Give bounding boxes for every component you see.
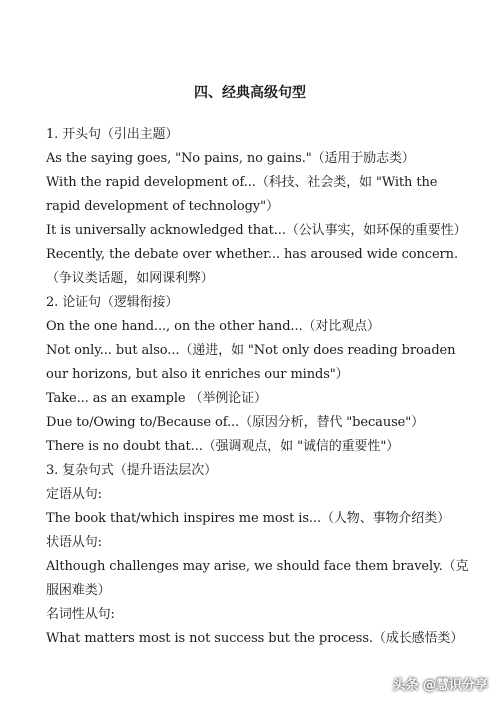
- text-line: On the one hand..., on the other hand...（对比观点）: [46, 319, 380, 334]
- text-line: Not only... but also...（递进，如 "Not only does reading broaden: [46, 343, 456, 358]
- heading-complex-sentences: 3. 复杂句式（提升语法层次）: [46, 463, 218, 478]
- text-line: Although challenges may arise, we should face them bravely.（克: [46, 559, 469, 574]
- watermark: 头条 @慧识分享: [392, 678, 488, 693]
- subheading-noun-clause: 名词性从句:: [46, 607, 115, 622]
- heading-argument-sentences: 2. 论证句（逻辑衔接）: [46, 295, 179, 310]
- text-line: Recently, the debate over whether... has aroused wide concern.: [46, 247, 458, 262]
- text-line: our horizons, but also it enriches our minds"）: [46, 367, 349, 382]
- text-line: （争议类话题，如网课利弊）: [46, 271, 214, 286]
- text-line: 服困难类）: [46, 583, 111, 598]
- text-line: Due to/Owing to/Because of...（原因分析，替代 "because"）: [46, 415, 425, 430]
- text-line: It is universally acknowledged that...（公认事实，如环保的重要性）: [46, 223, 467, 238]
- text-line: Take... as an example （举例论证）: [46, 391, 267, 406]
- text-line: What matters most is not success but the process.（成长感悟类）: [46, 631, 464, 646]
- subheading-adverbial-clause: 状语从句:: [46, 535, 102, 550]
- subheading-attributive-clause: 定语从句:: [46, 487, 102, 502]
- text-line: As the saying goes, "No pains, no gains."（适用于励志类）: [46, 151, 415, 166]
- text-line: The book that/which inspires me most is...（人物、事物介绍类）: [46, 511, 451, 526]
- text-line: With the rapid development of...（科技、社会类，如 "With the: [46, 175, 438, 190]
- section-title: 四、经典高级句型: [194, 85, 306, 101]
- text-line: There is no doubt that...（强调观点，如 "诚信的重要性"）: [46, 439, 400, 454]
- heading-opening-sentences: 1. 开头句（引出主题）: [46, 127, 179, 142]
- text-line: rapid development of technology"）: [46, 199, 279, 214]
